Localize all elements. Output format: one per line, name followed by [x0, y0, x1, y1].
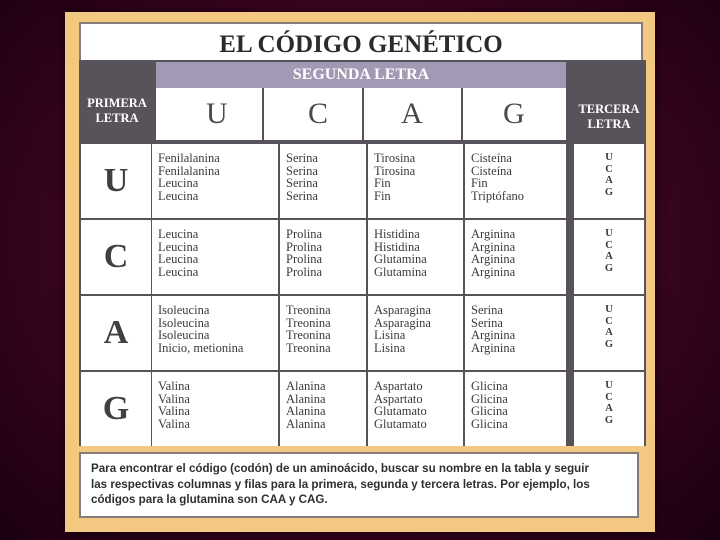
amino-acid: Treonina [286, 328, 331, 343]
instructions-note [79, 452, 639, 518]
amino-acid: Alanina [286, 404, 326, 419]
amino-acid: Prolina [286, 227, 323, 241]
row-header-u: U [81, 144, 151, 218]
codon-cell [465, 144, 566, 218]
amino-acid: Fin [374, 176, 391, 191]
amino-acid: Fin [374, 188, 391, 203]
first-letter-header-line: PRIMERA [87, 96, 147, 110]
amino-acid: Isoleucina [158, 315, 210, 330]
third-letter: G [604, 414, 614, 426]
amino-acid: Lisina [374, 328, 406, 343]
amino-acid: Tirosina [374, 151, 416, 165]
amino-acid: Serina [286, 163, 318, 178]
column-header-u: U [156, 88, 262, 140]
column-header-c: C [264, 88, 362, 140]
third-letter-cell [574, 220, 644, 294]
third-letter: U [605, 152, 613, 163]
amino-acid: Glutamina [374, 264, 427, 279]
genetic-code-card [65, 12, 655, 532]
amino-acid: Asparagina [374, 315, 431, 330]
amino-acid: Histidina [374, 227, 420, 241]
amino-acid: Lisina [374, 340, 406, 355]
amino-acid: Prolina [286, 239, 323, 254]
amino-acid: Fenilalanina [158, 163, 220, 178]
amino-acid: Histidina [374, 239, 420, 254]
amino-acid: Arginina [471, 239, 516, 254]
amino-acid: Triptófano [471, 188, 525, 203]
second-letter-header: SEGUNDA LETRA [156, 62, 566, 88]
amino-acid: Glicina [471, 379, 508, 393]
amino-acid: Arginina [471, 340, 516, 355]
amino-acid: Valina [158, 404, 190, 419]
codon-cell [465, 220, 566, 294]
amino-acid: Arginina [471, 264, 516, 279]
amino-acid: Glutamato [374, 404, 427, 419]
third-letter-cell [574, 296, 644, 370]
codon-cell [368, 144, 463, 218]
first-letter-header-line: LETRA [95, 111, 139, 125]
amino-acid: Serina [471, 303, 503, 317]
column-header-g: G [463, 88, 566, 140]
column-header-a: A [364, 88, 461, 140]
third-letter: A [605, 175, 613, 187]
amino-acid: Valina [158, 391, 190, 406]
amino-acid: Leucina [158, 239, 199, 254]
amino-acid: Inicio, metionina [158, 340, 244, 355]
amino-acid: Serina [286, 188, 318, 203]
codon-cell [368, 296, 463, 370]
third-letter: C [605, 315, 613, 327]
amino-acid: Leucina [158, 252, 199, 267]
codon-cell [280, 296, 366, 370]
amino-acid: Asparagina [374, 303, 431, 317]
instructions-line: Para encontrar el código (codón) de un aminoácido, buscar su nombre en la tabla y seguir [91, 462, 589, 475]
codon-cell [465, 296, 566, 370]
amino-acid: Leucina [158, 264, 199, 279]
amino-acid: Aspartato [374, 379, 423, 393]
amino-acid: Serina [286, 151, 318, 165]
third-letter: U [605, 228, 613, 239]
amino-acid: Treonina [286, 340, 331, 355]
third-letter: C [605, 239, 613, 251]
amino-acid: Valina [158, 379, 190, 393]
codon-cell [368, 220, 463, 294]
row-header-c: C [81, 220, 151, 294]
codon-cell [465, 372, 566, 446]
amino-acid: Leucina [158, 227, 199, 241]
amino-acid: Alanina [286, 379, 326, 393]
amino-acid: Alanina [286, 391, 326, 406]
amino-acid: Fin [471, 176, 488, 191]
third-letter: G [604, 262, 614, 274]
codon-cell [152, 372, 278, 446]
instructions-line: las respectivas columnas y filas para la primera, segunda y tercera letras. Por ejemplo, los [91, 477, 590, 491]
codon-cell [280, 144, 366, 218]
third-letter-cell [574, 372, 644, 446]
third-letter: C [605, 391, 613, 403]
first-letter-header [79, 96, 155, 126]
amino-acid: Fenilalanina [158, 151, 220, 165]
amino-acid: Isoleucina [158, 303, 210, 317]
third-letter-header-line: TERCERA [578, 102, 640, 116]
amino-acid: Glicina [471, 404, 508, 419]
third-letter: C [605, 163, 613, 175]
third-letter: A [605, 327, 613, 339]
amino-acid: Valina [158, 416, 190, 431]
third-letter: A [605, 251, 613, 263]
amino-acid: Prolina [286, 264, 323, 279]
row-header-a: A [81, 296, 151, 370]
amino-acid: Glicina [471, 416, 508, 431]
amino-acid: Cisteína [471, 163, 512, 178]
third-letter-header-line: LETRA [587, 117, 631, 131]
codon-table [79, 60, 646, 446]
amino-acid: Leucina [158, 176, 199, 191]
amino-acid: Serina [471, 315, 503, 330]
amino-acid: Cisteína [471, 151, 512, 165]
amino-acid: Arginina [471, 252, 516, 267]
row-header-g: G [81, 372, 151, 446]
amino-acid: Isoleucina [158, 328, 210, 343]
amino-acid: Treonina [286, 303, 331, 317]
instructions-line: códigos para la glutamina son CAA y CAG. [91, 493, 328, 506]
amino-acid: Glicina [471, 391, 508, 406]
codon-cell [280, 220, 366, 294]
codon-cell [152, 144, 278, 218]
amino-acid: Arginina [471, 227, 516, 241]
third-letter: G [604, 186, 614, 198]
amino-acid: Tirosina [374, 163, 416, 178]
amino-acid: Serina [286, 176, 318, 191]
amino-acid: Treonina [286, 315, 331, 330]
third-letter: U [605, 380, 613, 391]
codon-cell [152, 296, 278, 370]
amino-acid: Glutamina [374, 252, 427, 267]
third-letter-cell [574, 144, 644, 218]
amino-acid: Prolina [286, 252, 323, 267]
codon-cell [152, 220, 278, 294]
page-title: EL CÓDIGO GENÉTICO [79, 22, 643, 68]
third-letter: U [605, 304, 613, 315]
codon-cell [280, 372, 366, 446]
third-letter-header [569, 102, 649, 132]
amino-acid: Leucina [158, 188, 199, 203]
amino-acid: Arginina [471, 328, 516, 343]
amino-acid: Aspartato [374, 391, 423, 406]
amino-acid: Alanina [286, 416, 326, 431]
third-letter: A [605, 403, 613, 415]
third-letter: G [604, 338, 614, 350]
codon-cell [368, 372, 463, 446]
amino-acid: Glutamato [374, 416, 427, 431]
